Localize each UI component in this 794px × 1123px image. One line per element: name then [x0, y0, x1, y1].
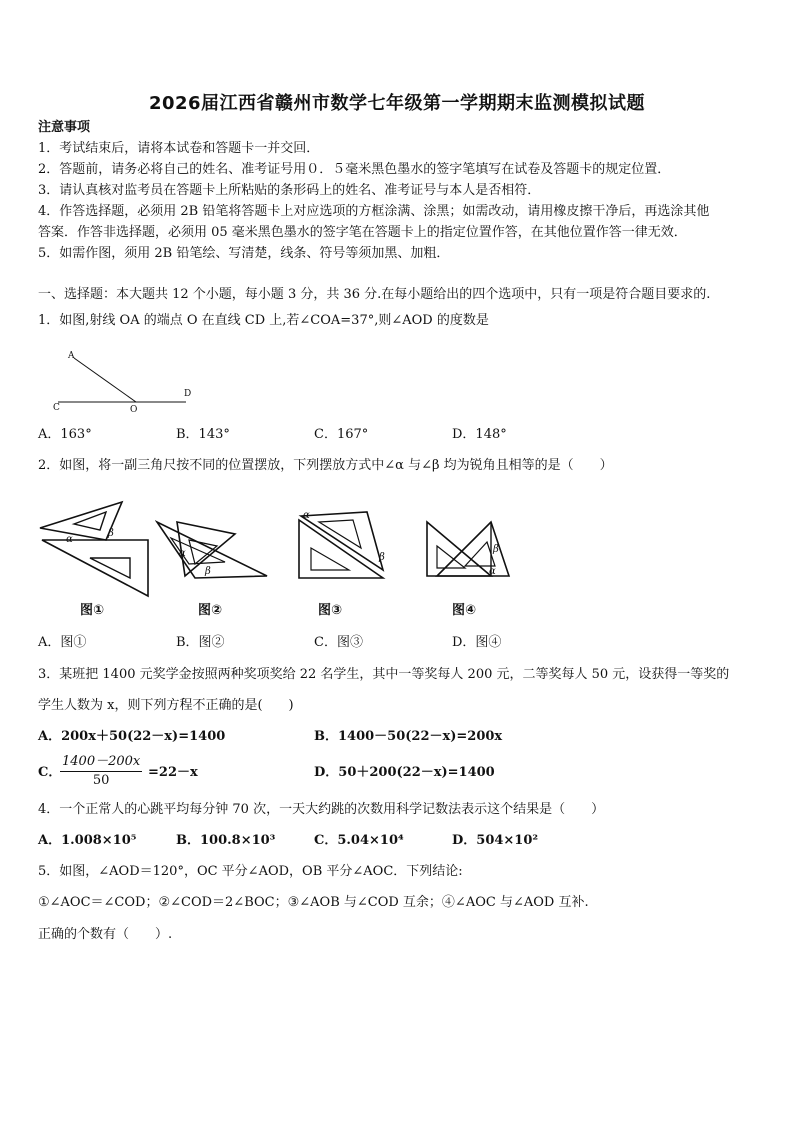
q1-figure [50, 348, 200, 416]
notice-item-4: 4．作答选择题，必须用 2B 铅笔将答题卡上对应选项的方框涂满、涂黑；如需改动，请用橡皮擦干净后，再选涂其他 [38, 204, 710, 219]
svg-text:α: α [489, 566, 496, 577]
notice-item-2: 2．答题前，请务必将自己的姓名、准考证号用０．５毫米黑色墨水的签字笔填写在试卷及答题卡的规定位置． [38, 162, 671, 177]
svg-text:β: β [379, 552, 385, 563]
q2-option-c[interactable]: C．图③ [314, 635, 363, 650]
q2-figure-3 [297, 508, 389, 580]
notice-heading: 注意事项 [38, 120, 91, 135]
svg-text:α: α [179, 548, 186, 559]
q5-ask: 正确的个数有（ ）. [38, 927, 173, 942]
q5-stem: 5．如图，∠AOD＝120°，OC 平分∠AOD，OB 平分∠AOC．下列结论: [38, 864, 463, 879]
label-a: A [68, 351, 75, 361]
q2-figure-4 [425, 518, 515, 580]
q5-conclusions: ①∠AOC＝∠COD；②∠COD＝2∠BOC；③∠AOB 与∠COD 互余；④∠AOC 与∠AOD 互补. [38, 895, 589, 910]
q2-figure-2 [155, 518, 273, 580]
beta-label: β [108, 528, 114, 539]
q1-option-d[interactable]: D．148° [452, 427, 507, 442]
q3-option-c-rhs: =22－x [148, 765, 198, 780]
q1-stem: 1．如图,射线 OA 的端点 O 在直线 CD 上,若∠COA=37°,则∠AOD 的度数是 [38, 313, 489, 328]
q2-caption-3: 图③ [318, 603, 343, 618]
q4-option-b[interactable]: B．100.8×10³ [176, 833, 276, 848]
q3-option-c-label[interactable]: C． [38, 765, 62, 780]
notice-item-4-cont: 答案．作答非选择题，必须用 05 毫米黑色墨水的签字笔在答题卡上的指定位置作答，在其他位置作答一律无效． [38, 225, 687, 240]
svg-text:α: α [303, 510, 310, 521]
q3-option-c-fraction [60, 753, 142, 790]
q1-option-b[interactable]: B．143° [176, 427, 230, 442]
notice-item-1: 1．考试结束后，请将本试卷和答题卡一并交回． [38, 141, 320, 156]
q2-stem: 2．如图，将一副三角尺按不同的位置摆放，下列摆放方式中∠α 与∠β 均为锐角且相等的是（ ） [38, 458, 613, 473]
q2-option-d[interactable]: D．图④ [452, 635, 502, 650]
q4-option-c[interactable]: C．5.04×10⁴ [314, 833, 404, 848]
q4-stem: 4．一个正常人的心跳平均每分钟 70 次，一天大约跳的次数用科学记数法表示这个结果是（ ） [38, 802, 605, 817]
q2-figure-1 [38, 498, 150, 598]
label-d: D [184, 389, 192, 399]
fraction-numerator: 1400－200x [60, 753, 142, 772]
svg-text:β: β [493, 544, 499, 555]
q2-caption-1: 图① [80, 603, 105, 618]
section-1-heading: 一、选择题：本大题共 12 个小题，每小题 3 分，共 36 分.在每小题给出的四个选项中，只有一项是符合题目要求的. [38, 287, 711, 302]
fraction-denominator: 50 [92, 773, 110, 788]
q2-option-b[interactable]: B．图② [176, 635, 225, 650]
q4-option-a[interactable]: A．1.008×10⁵ [38, 833, 137, 848]
ray-oa [74, 358, 136, 402]
q1-option-a[interactable]: A．163° [38, 427, 92, 442]
svg-text:β: β [205, 566, 211, 577]
alpha-label: α [66, 534, 73, 545]
q3-stem: 3．某班把 1400 元奖学金按照两种奖项奖给 22 名学生，其中一等奖每人 200 元，二等奖每人 50 元，设获得一等奖的 [38, 667, 730, 682]
q4-option-d[interactable]: D．504×10² [452, 833, 539, 848]
notice-item-5: 5．如需作图，须用 2B 铅笔绘、写清楚，线条、符号等须加黑、加粗． [38, 246, 450, 261]
label-o: O [130, 405, 138, 415]
q2-option-a[interactable]: A．图① [38, 635, 87, 650]
page-title: 2026届江西省赣州市数学七年级第一学期期末监测模拟试题 [148, 93, 646, 114]
notice-item-3: 3．请认真核对监考员在答题卡上所粘贴的条形码上的姓名、准考证号与本人是否相符． [38, 183, 541, 198]
q3-option-b[interactable]: B．1400－50(22－x)=200x [314, 729, 503, 744]
q2-caption-2: 图② [198, 603, 223, 618]
q3-stem-cont: 学生人数为 x，则下列方程不正确的是( ) [38, 698, 294, 713]
q2-caption-4: 图④ [452, 603, 477, 618]
q3-option-d[interactable]: D．50＋200(22－x)=1400 [314, 765, 495, 780]
q3-option-a[interactable]: A．200x＋50(22－x)=1400 [38, 729, 226, 744]
label-c: C [53, 403, 60, 413]
q1-option-c[interactable]: C．167° [314, 427, 369, 442]
